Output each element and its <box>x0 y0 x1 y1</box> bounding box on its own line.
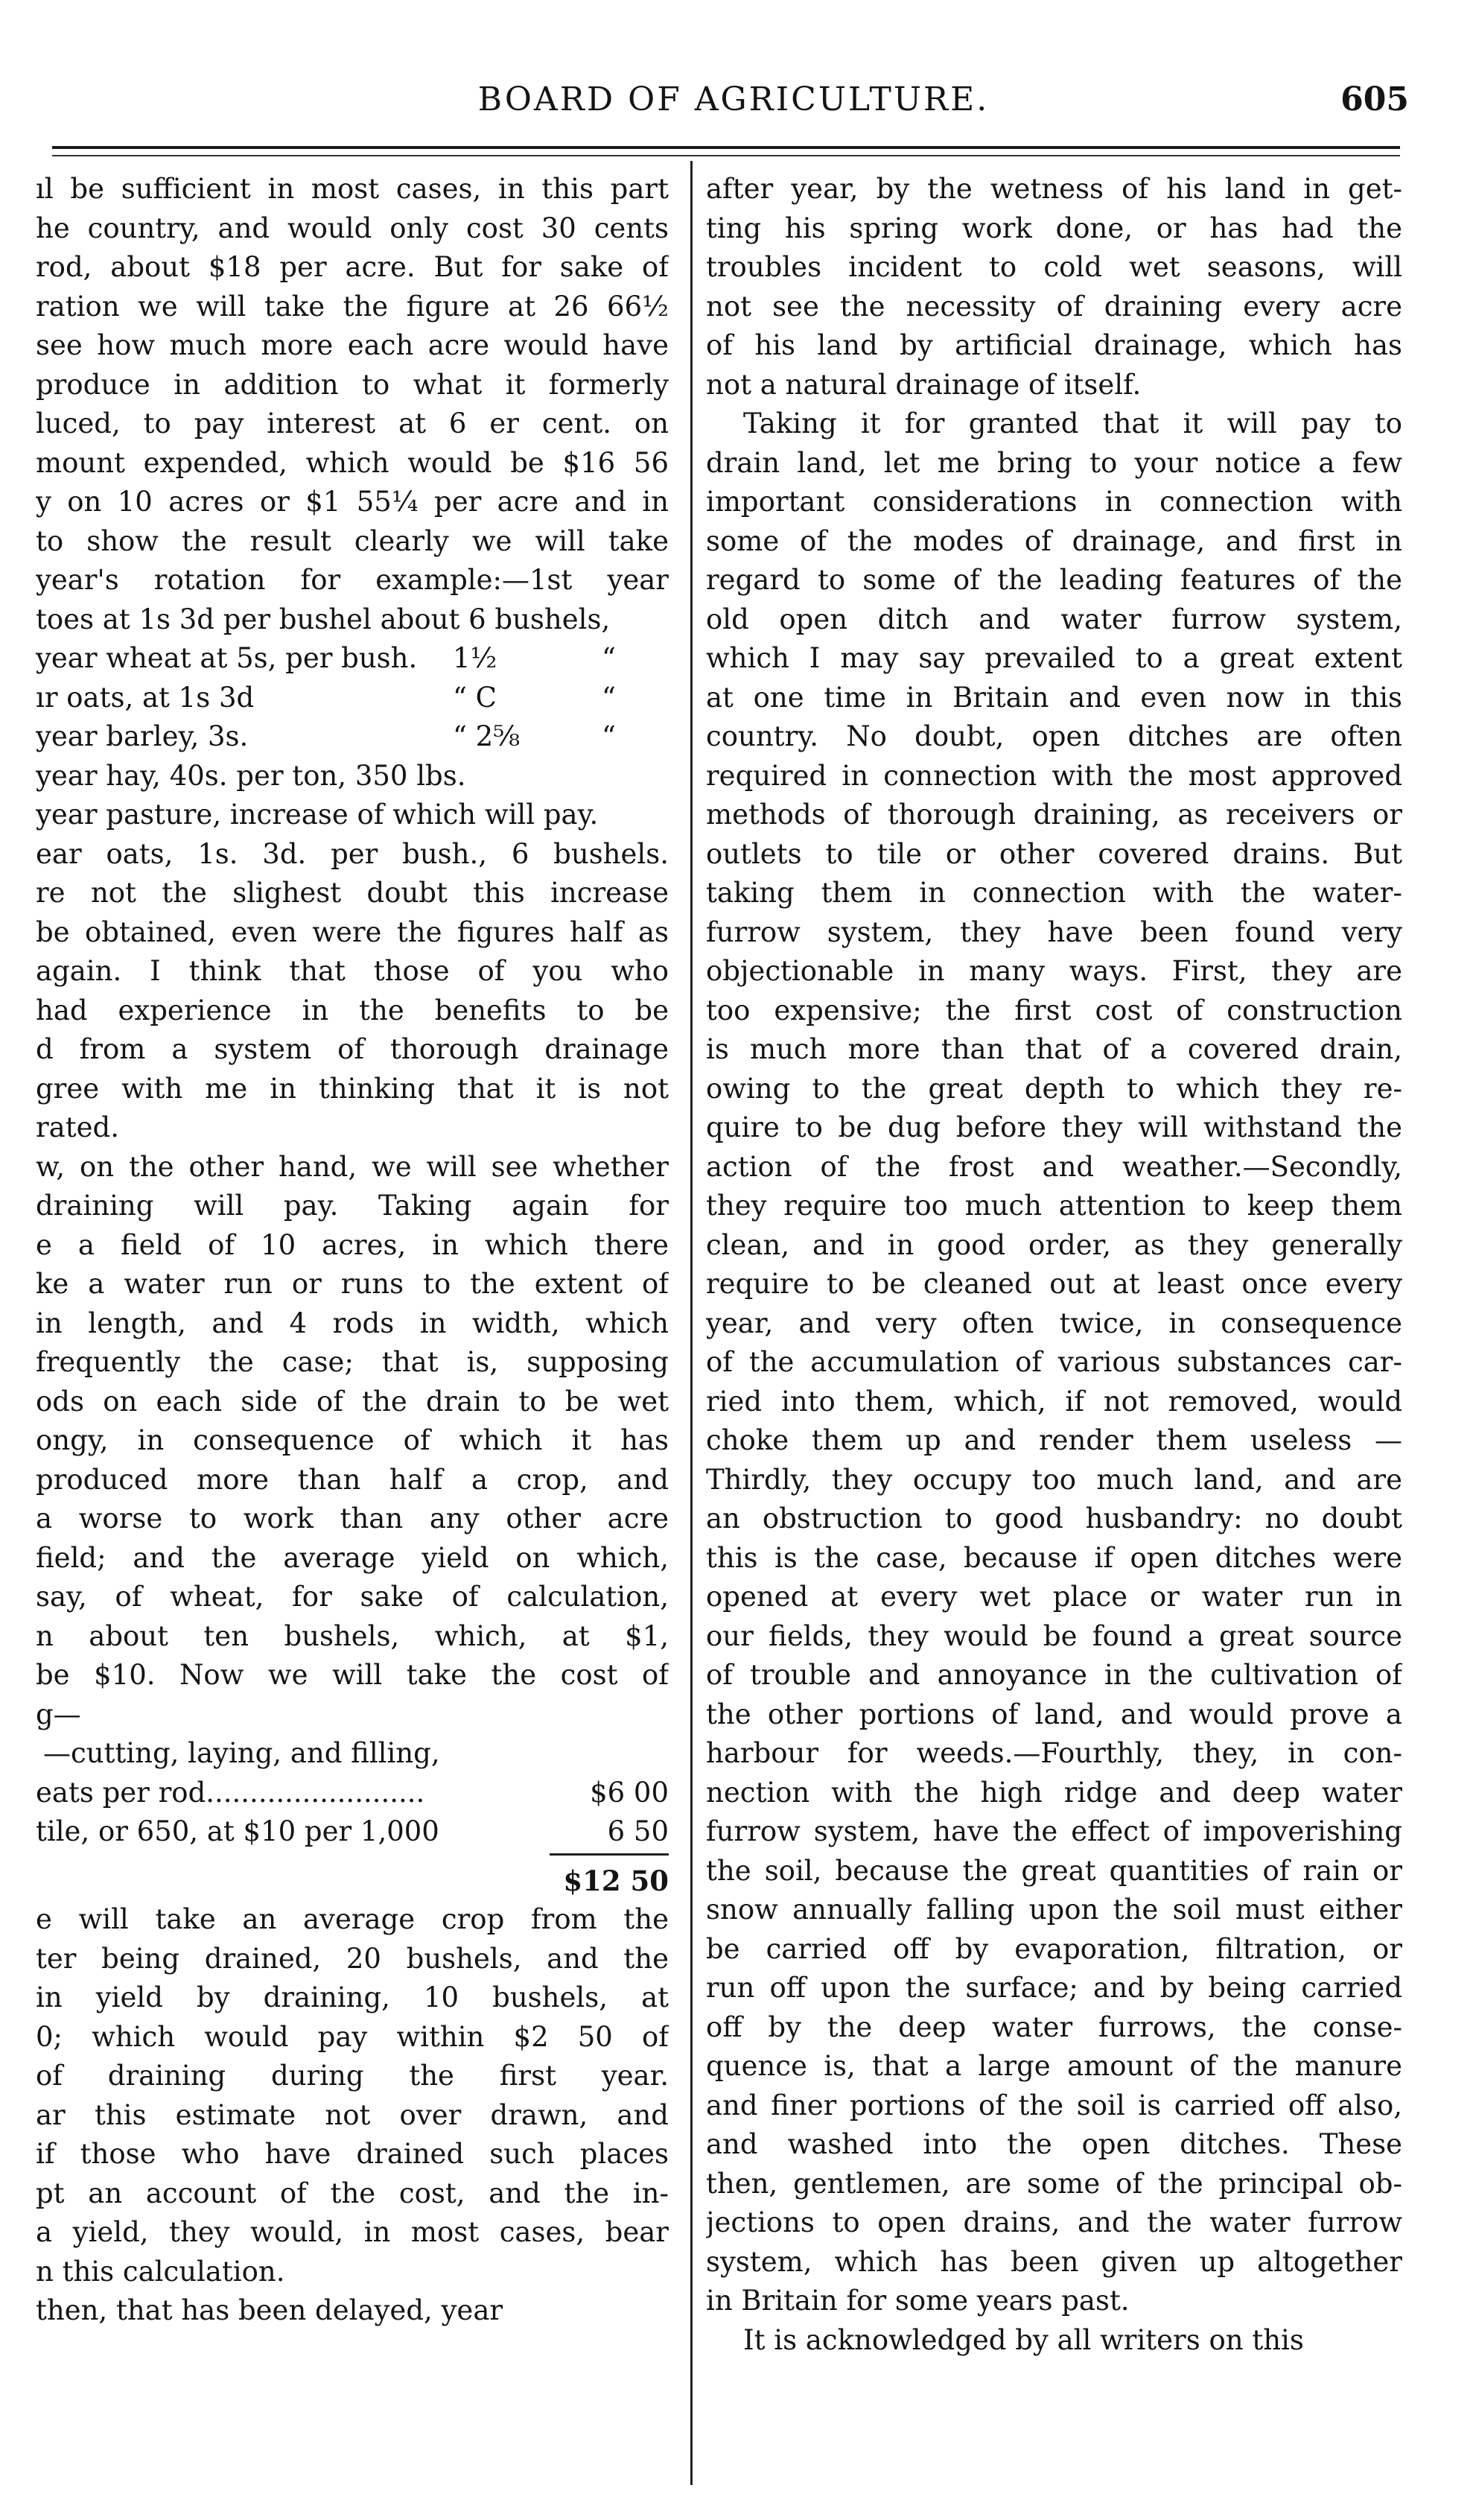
text-line: e will take an average crop from the <box>36 1903 669 1935</box>
text-line: then, gentlemen, are some of the principal ob- <box>706 2167 1402 2200</box>
text-line: ke a water run or runs to the extent of <box>36 1268 669 1300</box>
cost-amount: 6 50 <box>607 1815 669 1847</box>
text-line: ried into them, which, if not removed, would <box>706 1385 1402 1418</box>
text-line: to show the result clearly we will take <box>36 524 669 557</box>
text-line: old open ditch and water furrow system, <box>706 603 1402 635</box>
text-line: this is the case, because if open ditches were <box>706 1541 1402 1574</box>
rotation-cell: 1½ <box>453 642 497 674</box>
text-line: frequently the case; that is, supposing <box>36 1346 669 1378</box>
text-line: opened at every wet place or water run in <box>706 1581 1402 1613</box>
text-line: then, that has been delayed, year <box>36 2294 503 2326</box>
text-line: they require too much attention to keep them <box>706 1190 1402 1222</box>
text-line: and washed into the open ditches. These <box>706 2128 1402 2160</box>
text-line: in length, and 4 rods in width, which <box>36 1307 669 1339</box>
text-line: owing to the great depth to which they re- <box>706 1072 1402 1105</box>
text-line: mount expended, which would be $16 56 <box>36 446 669 479</box>
text-line: rated. <box>36 1111 119 1143</box>
text-line: troubles incident to cold wet seasons, will <box>706 251 1402 283</box>
rotation-cell: “ 2⅝ <box>453 720 521 752</box>
text-line: country. No doubt, open ditches are often <box>706 720 1402 752</box>
text-line: an obstruction to good husbandry: no doubt <box>706 1502 1402 1534</box>
text-line: in Britain for some years past. <box>706 2285 1130 2317</box>
text-line: ods on each side of the drain to be wet <box>36 1385 669 1418</box>
header-rule <box>52 146 1400 149</box>
rotation-cell: year barley, 3s. <box>36 720 249 752</box>
text-line: d from a system of thorough drainage <box>36 1033 669 1065</box>
text-line: of trouble and annoyance in the cultivation of <box>706 1659 1402 1691</box>
text-line: if those who have drained such places <box>36 2138 669 2170</box>
text-line: not see the necessity of draining every acre <box>706 290 1402 323</box>
text-line: of draining during the first year. <box>36 2060 669 2092</box>
text-line: choke them up and render them useless — <box>706 1424 1402 1456</box>
header-rule-thin <box>52 155 1400 156</box>
text-line: is much more than that of a covered drain, <box>706 1033 1402 1065</box>
text-line: y on 10 acres or $1 55¼ per acre and in <box>36 486 669 518</box>
text-line: outlets to tile or other covered drains. But <box>706 837 1402 870</box>
text-line: important considerations in connection with <box>706 486 1402 518</box>
cost-item: eats per rod......................... <box>36 1776 425 1809</box>
rotation-cell: ır oats, at 1s 3d <box>36 681 255 714</box>
rotation-cell: year wheat at 5s, per bush. <box>36 642 418 674</box>
text-line: some of the modes of drainage, and first in <box>706 524 1402 557</box>
text-line: off by the deep water furrows, the conse- <box>706 2010 1402 2043</box>
cost-amount: $6 00 <box>590 1776 669 1809</box>
left-paragraph-drainage <box>36 757 669 1735</box>
text-line: rod, about $18 per acre. But for sake of <box>36 251 669 283</box>
text-line: our fields, they would be found a great source <box>706 1619 1402 1652</box>
text-line: year's rotation for example:—1st year <box>36 564 669 596</box>
text-line: he country, and would only cost 30 cents <box>36 212 669 244</box>
text-line: action of the frost and weather.—Secondly, <box>706 1150 1402 1183</box>
text-line: e a field of 10 acres, in which there <box>36 1228 669 1261</box>
text-line: be $10. Now we will take the cost of <box>36 1659 669 1691</box>
text-line: too expensive; the first cost of construction <box>706 994 1402 1026</box>
text-line: which I may say prevailed to a great extent <box>706 642 1402 674</box>
running-header <box>45 74 1422 127</box>
text-line: field; and the average yield on which, <box>36 1541 669 1574</box>
text-line: require to be cleaned out at least once every <box>706 1268 1402 1300</box>
text-line: furrow system, they have been found very <box>706 915 1402 948</box>
text-line: and finer portions of the soil is carried off also, <box>706 2089 1402 2121</box>
page-number: 605 <box>1340 80 1409 118</box>
cost-total: $12 50 <box>563 1864 669 1897</box>
right-paragraphs <box>706 170 1402 2360</box>
text-line: ration we will take the figure at 26 66½ <box>36 290 669 323</box>
text-line: a worse to work than any other acre <box>36 1502 669 1534</box>
text-line: w, on the other hand, we will see whether <box>36 1150 669 1183</box>
text-line: ting his spring work done, or has had the <box>706 212 1402 244</box>
text-line: the soil, because the great quantities of rain or <box>706 1854 1402 1887</box>
text-line: quence is, that a large amount of the manure <box>706 2050 1402 2082</box>
header-title: BOARD OF AGRICULTURE. <box>477 80 990 118</box>
text-line: Thirdly, they occupy too much land, and are <box>706 1463 1402 1496</box>
cost-item: tile, or 650, at $10 per 1,000 <box>36 1815 439 1847</box>
text-line: ıl be sufficient in most cases, in this part <box>36 173 669 205</box>
sum-rule <box>550 1853 669 1856</box>
text-line: pt an account of the cost, and the in- <box>36 2177 669 2209</box>
text-line: methods of thorough draining, as receivers or <box>706 799 1402 831</box>
text-line: taking them in connection with the water- <box>706 877 1402 909</box>
text-line: regard to some of the leading features of the <box>706 564 1402 596</box>
text-line: run off upon the surface; and by being carried <box>706 1972 1402 2004</box>
text-line: ter being drained, 20 bushels, and the <box>36 1942 669 1975</box>
text-line: the other portions of land, and would prove a <box>706 1698 1402 1730</box>
left-paragraph-yield <box>36 1900 669 2331</box>
rotation-cell: “ <box>602 642 616 674</box>
text-line: a yield, they would, in most cases, bear <box>36 2216 669 2248</box>
rotation-cell: toes at 1s 3d per bushel about 6 bushels, <box>36 603 611 635</box>
text-line: n this calculation. <box>36 2255 285 2288</box>
text-line: ongy, in consequence of which it has <box>36 1424 669 1456</box>
text-line: produced more than half a crop, and <box>36 1463 669 1496</box>
text-line: see how much more each acre would have <box>36 329 669 361</box>
text-line: draining will pay. Taking again for <box>36 1190 669 1222</box>
text-line: ear oats, 1s. 3d. per bush., 6 bushels. <box>36 837 669 870</box>
text-line: Taking it for granted that it will pay to <box>743 407 1402 439</box>
text-line: g— <box>36 1698 81 1730</box>
rotation-table <box>36 600 669 757</box>
text-line: year, and very often twice, in consequence <box>706 1307 1402 1339</box>
text-line: drain land, let me bring to your notice a few <box>706 446 1402 479</box>
text-line: nection with the high ridge and deep water <box>706 1776 1402 1809</box>
text-line: re not the slighest doubt this increase <box>36 877 669 909</box>
text-line: year hay, 40s. per ton, 350 lbs. <box>36 759 466 792</box>
text-line: objectionable in many ways. First, they are <box>706 955 1402 987</box>
text-line: say, of wheat, for sake of calculation, <box>36 1581 669 1613</box>
text-line: be obtained, even were the figures half as <box>36 915 669 948</box>
text-line: year pasture, increase of which will pay. <box>36 799 599 831</box>
text-line: be carried off by evaporation, filtration, or <box>706 1932 1402 1965</box>
text-line: system, which has been given up altogether <box>706 2245 1402 2278</box>
text-line: gree with me in thinking that it is not <box>36 1072 669 1105</box>
text-line: not a natural drainage of itself. <box>706 368 1142 401</box>
text-line: after year, by the wetness of his land in get- <box>706 173 1402 205</box>
cost-row <box>36 1774 669 1813</box>
text-line: harbour for weeds.—Fourthly, they, in con- <box>706 1737 1402 1769</box>
text-line: n about ten bushels, which, at $1, <box>36 1619 669 1652</box>
rotation-cell: “ <box>602 720 616 752</box>
text-line: of the accumulation of various substances car- <box>706 1346 1402 1378</box>
text-line: of his land by artificial drainage, which has <box>706 329 1402 361</box>
text-line: snow annually falling upon the soil must either <box>706 1894 1402 1926</box>
text-line: luced, to pay interest at 6 er cent. on <box>36 407 669 439</box>
text-line: clean, and in good order, as they generally <box>706 1228 1402 1261</box>
text-line: It is acknowledged by all writers on this <box>743 2323 1304 2356</box>
right-column <box>706 170 1402 2360</box>
text-line: 0; which would pay within $2 50 of <box>36 2020 669 2053</box>
cost-table <box>36 1774 669 1852</box>
left-column <box>36 170 669 2331</box>
rotation-row <box>36 679 669 718</box>
rotation-row <box>36 639 669 679</box>
text-line: jections to open drains, and the water furrow <box>706 2206 1402 2238</box>
text-line: ar this estimate not over drawn, and <box>36 2098 669 2131</box>
rotation-row <box>36 600 669 640</box>
cost-heading: —cutting, laying, and filling, <box>43 1737 440 1769</box>
column-divider <box>690 161 693 2485</box>
rotation-cell: “ C <box>453 681 497 714</box>
text-line: had experience in the benefits to be <box>36 994 669 1026</box>
text-line: again. I think that those of you who <box>36 955 669 987</box>
text-line: required in connection with the most approved <box>706 759 1402 792</box>
text-line: in yield by draining, 10 bushels, at <box>36 1981 669 2013</box>
text-line: furrow system, have the effect of impoverishing <box>706 1815 1402 1847</box>
rotation-cell: “ <box>602 681 616 714</box>
text-line: quire to be dug before they will withstand the <box>706 1111 1402 1143</box>
cost-row <box>36 1812 669 1852</box>
text-line: at one time in Britain and even now in this <box>706 681 1402 714</box>
rotation-row <box>36 717 669 757</box>
text-line: produce in addition to what it formerly <box>36 368 669 401</box>
left-paragraph-cost-estimate <box>36 170 669 600</box>
